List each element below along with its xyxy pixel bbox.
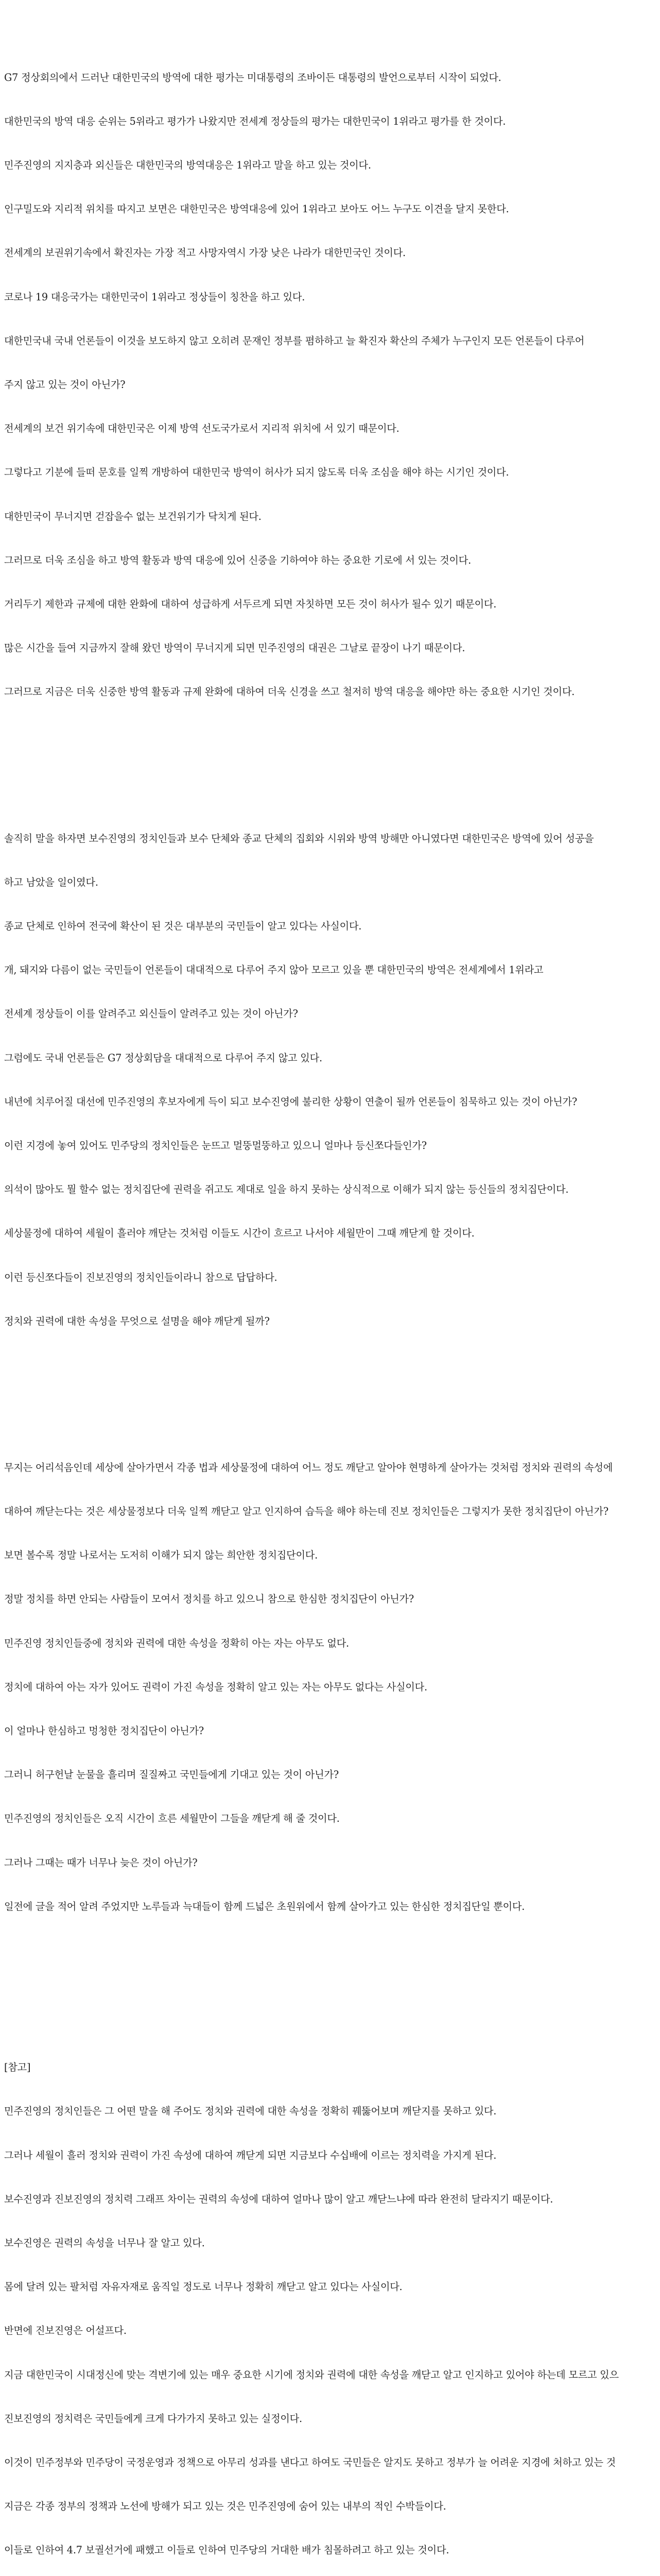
text-line: 의석이 많아도 뭘 할수 없는 정치집단에 권력을 쥐고도 제대로 일을 하지 못하는 상식적으로 이해가 되지 않는 등신들의 정치집단이다. [4, 1183, 569, 1196]
text-line: 정말 정치를 하면 안되는 사람들이 모여서 정치를 하고 있으니 참으로 한심한 정치집단이 아닌가? [4, 1593, 414, 1605]
text-line: 정치와 권력에 대한 속성을 무엇으로 설명을 해야 깨닫게 될까? [4, 1315, 270, 1327]
text-line: 많은 시간을 들여 지금까지 잘해 왔던 방역이 무너지게 되면 민주진영의 대권은 그날로 끝장이 나기 때문이다. [4, 642, 465, 654]
text-line: 대한민국의 방역 대응 순위는 5위라고 평가가 나왔지만 전세계 정상들의 평가는 대한민국이 1위라고 평가를 한 것이다. [4, 115, 506, 127]
text-line: 민주진영의 정치인들은 오직 시간이 흐른 세월만이 그들을 깨닫게 해 줄 것이다. [4, 1812, 340, 1825]
text-line: 대하여 깨닫는다는 것은 세상물정보다 더욱 일찍 깨닫고 알고 인지하여 습득을 해야 하는데 진보 정치인들은 그렇지가 못한 정치집단이 아닌가? [4, 1505, 609, 1517]
text-line: 지금 대한민국이 시대정신에 맞는 격변기에 있는 매우 중요한 시기에 정치와 권력에 대한 속성을 깨닫고 알고 인지하고 있어야 하는데 모르고 있으 [4, 2368, 619, 2381]
paragraph-1 [4, 41, 660, 729]
text-line: 이들로 인하여 4.7 보궐선거에 패했고 이들로 인하여 민주당의 거대한 배가 침몰하려고 하고 있는 것이다. [4, 2544, 449, 2556]
document-body [4, 12, 660, 2576]
text-line: 주지 않고 있는 것이 아닌가? [4, 379, 126, 391]
text-line: 진보진영의 정치력은 국민들에게 크게 다가가지 못하고 있는 실정이다. [4, 2412, 302, 2425]
text-line: 이런 지경에 놓여 있어도 민주당의 정치인들은 눈뜨고 멀뚱멀뚱하고 있으니 얼마나 등신쪼다들인가? [4, 1139, 427, 1151]
paragraph-spacer [4, 758, 660, 772]
text-line: 민주진영의 정치인들은 그 어떤 말을 해 주어도 정치와 권력에 대한 속성을 정확히 꿰뚫어보며 깨닫지를 못하고 있다. [4, 2105, 497, 2117]
text-line: 민주진영 정치인들중에 정치와 권력에 대한 속성을 정확히 아는 자는 아무도 없다. [4, 1637, 349, 1649]
text-line: G7 정상회의에서 드러난 대한민국의 방역에 대한 평가는 미대통령의 조바이든 대통령의 발언으로부터 시작이 되었다. [4, 71, 501, 83]
text-line: 보수진영은 권력의 속성을 너무나 잘 알고 있다. [4, 2237, 205, 2249]
text-line: 인구밀도와 지리적 위치를 따지고 보면은 대한민국은 방역대응에 있어 1위라고 보아도 어느 누구도 이견을 달지 못한다. [4, 203, 509, 215]
text-line: 개, 돼지와 다름이 없는 국민들이 언론들이 대대적으로 다루어 주지 않아 모르고 있을 뿐 대한민국의 방역은 전세계에서 1위라고 [4, 964, 544, 976]
paragraph-spacer [4, 1973, 660, 2002]
text-line: 민주진영의 지지층과 외신들은 대한민국의 방역대응은 1위라고 말을 하고 있는 것이다. [4, 159, 371, 172]
text-line: 솔직히 말을 하자면 보수진영의 정치인들과 보수 단체와 종교 단체의 집회와 시위와 방역 방해만 아니였다면 대한민국은 방역에 있어 성공을 [4, 832, 594, 844]
text-line: 대한민국내 국내 언론들이 이것을 보도하지 않고 오히려 문재인 정부를 폄하하고 늘 확진자 확산의 주체가 누구인지 모든 언론들이 다루어 [4, 334, 585, 347]
paragraph-3 [4, 1431, 660, 1943]
section-heading: [참고] [4, 2061, 31, 2074]
text-line: 보면 볼수록 정말 나로서는 도저히 이해가 되지 않는 희안한 정치집단이다. [4, 1549, 318, 1562]
text-line: 대한민국이 무너지면 걷잡을수 없는 보건위기가 닥치게 된다. [4, 510, 262, 522]
text-line: 거리두기 제한과 규제에 대한 완화에 대하여 성급하게 서두르게 되면 자칫하면 모든 것이 허사가 될수 있기 때문이다. [4, 598, 497, 611]
text-line: 정치에 대하여 아는 자가 있어도 권력이 가진 속성을 정확히 알고 있는 자는 아무도 없다는 사실이다. [4, 1681, 427, 1693]
text-line: 그러나 세월이 흘러 정치와 권력이 가진 속성에 대하여 깨닫게 되면 지금보다 수십배에 이르는 정치력을 가지게 된다. [4, 2149, 497, 2161]
paragraph-reference [4, 2031, 660, 2576]
text-line: 내년에 치루어질 대선에 민주진영의 후보자에게 득이 되고 보수진영에 불리한 상황이 연출이 될까 언론들이 침묵하고 있는 것이 아닌가? [4, 1095, 577, 1108]
text-line: 그러므로 지금은 더욱 신중한 방역 활동과 규제 완화에 대하여 더욱 신경을 쓰고 철저히 방역 대응을 해야만 하는 중요한 시기인 것이다. [4, 686, 575, 698]
text-line: 일전에 글을 적어 알려 주었지만 노루들과 늑대들이 함께 드넓은 초원위에서 함께 살아가고 있는 한심한 정치집단일 뿐이다. [4, 1900, 525, 1912]
text-line: 보수진영과 진보진영의 정치력 그래프 차이는 권력의 속성에 대하여 얼마나 많이 알고 깨닫느냐에 따라 완전히 달라지기 때문이다. [4, 2193, 553, 2205]
text-line: 종교 단체로 인하여 전국에 확산이 된 것은 대부분의 국민들이 알고 있다는 사실이다. [4, 920, 362, 932]
text-line: 반면에 진보진영은 어설프다. [4, 2325, 127, 2337]
text-line: 이 얼마나 한심하고 멍청한 정치집단이 아닌가? [4, 1724, 204, 1737]
text-line: 전세계 정상들이 이를 알려주고 외신들이 알려주고 있는 것이 아닌가? [4, 1008, 298, 1020]
text-line: 세상물정에 대하여 세월이 흘러야 깨닫는 것처럼 이들도 시간이 흐르고 나서야 세월만이 그때 깨닫게 할 것이다. [4, 1227, 475, 1240]
text-line: 몸에 달려 있는 팔처럼 자유자재로 움직일 정도로 너무나 정확히 깨닫고 알고 있다는 사실이다. [4, 2281, 403, 2293]
text-line: 전세계의 보권위기속에서 확진자는 가장 적고 사망자역시 가장 낮은 나라가 대한민국인 것이다. [4, 247, 406, 259]
text-line: 그렇다고 기분에 들떠 문호를 일찍 개방하여 대한민국 방역이 허사가 되지 않도록 더욱 조심을 해야 하는 시기인 것이다. [4, 466, 509, 479]
text-line: 무지는 어리석음인데 세상에 살아가면서 각종 법과 세상물정에 대하여 어느 정도 깨닫고 알아야 현명하게 살아가는 것처럼 정치와 권력의 속성에 [4, 1461, 613, 1473]
text-line: 이것이 민주정부와 민주당이 국정운영과 정책으로 아무리 성과를 낸다고 하여도 국민들은 알지도 못하고 정부가 늘 어려운 지경에 처하고 있는 것 [4, 2456, 616, 2469]
text-line: 이런 등신쪼다들이 진보진영의 정치인들이라니 참으로 답답하다. [4, 1271, 277, 1283]
paragraph-2 [4, 802, 660, 1358]
text-line: 그러므로 더욱 조심을 하고 방역 활동과 방역 대응에 있어 신중을 기하여야 하는 중요한 기로에 서 있는 것이다. [4, 554, 472, 566]
text-line: 그러니 허구헌날 눈물을 흘리며 질질짜고 국민들에게 기대고 있는 것이 아닌가? [4, 1769, 339, 1781]
paragraph-spacer [4, 1387, 660, 1402]
text-line: 그러나 그때는 때가 너무나 늦은 것이 아닌가? [4, 1856, 198, 1869]
text-line: 하고 남았을 일이였다. [4, 876, 98, 888]
text-line: 전세계의 보건 위기속에 대한민국은 이제 방역 선도국가로서 지리적 위치에 서 있기 때문이다. [4, 422, 400, 435]
text-line: 지금은 각종 정부의 정책과 노선에 방해가 되고 있는 것은 민주진영에 숨어 있는 내부의 적인 수박들이다. [4, 2500, 446, 2513]
text-line: 그럼에도 국내 언론들은 G7 정상회담을 대대적으로 다루어 주지 않고 있다. [4, 1052, 322, 1064]
text-line: 코로나 19 대응국가는 대한민국이 1위라고 정상들이 칭찬을 하고 있다. [4, 291, 305, 303]
